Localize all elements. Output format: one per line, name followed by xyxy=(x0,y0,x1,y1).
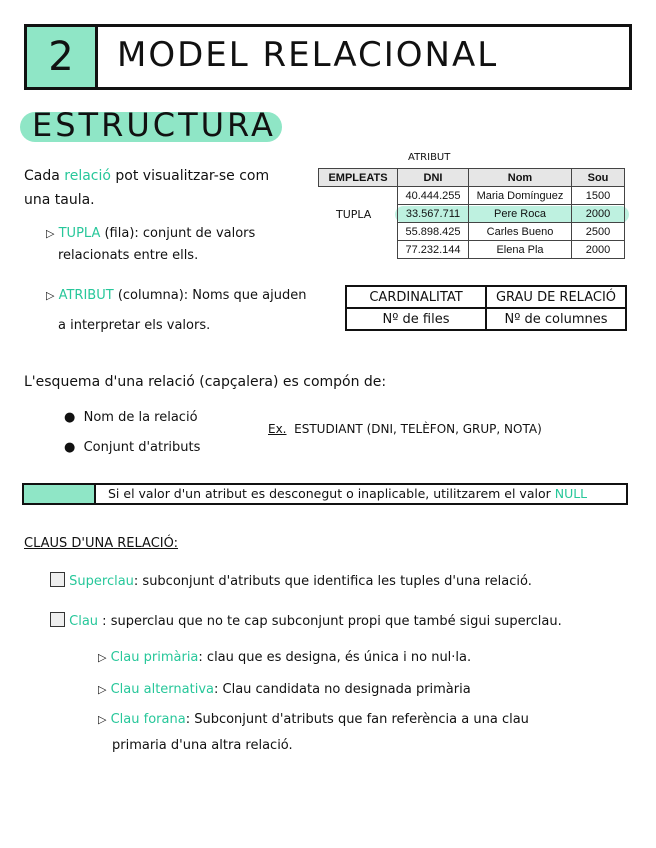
null-note xyxy=(108,486,587,501)
table-cell: Carles Bueno xyxy=(469,223,572,241)
superclau-definition xyxy=(50,572,532,589)
forana-definition xyxy=(98,712,529,727)
table-cell: Maria Domínguez xyxy=(469,187,572,205)
table-cell: 2000 xyxy=(572,241,625,259)
bullet-text: Nom de la relació xyxy=(83,410,198,425)
table-row xyxy=(319,223,625,241)
relacio-term: relació xyxy=(64,168,111,184)
table-cell: 2000 xyxy=(572,205,625,223)
atribut-text: (columna): Noms que ajuden xyxy=(113,288,307,303)
triangle-bullet-icon: ▷ xyxy=(98,683,107,696)
column-header: DNI xyxy=(398,169,469,187)
intro-line-1 xyxy=(24,168,269,184)
superclau-term: Superclau xyxy=(69,574,134,589)
employees-table xyxy=(318,168,625,259)
clau-definition xyxy=(50,612,562,629)
atribut-line-2: a interpretar els valors. xyxy=(58,318,211,333)
degree-value: Nº de columnes xyxy=(486,308,626,330)
table-row xyxy=(319,241,625,259)
bullet-dot-icon: ● xyxy=(64,440,76,455)
primaria-text: : clau que es designa, és única i no nul·la. xyxy=(198,650,472,665)
null-note-text: Si el valor d'un atribut es desconegut o inaplicable, utilitzarem el valor xyxy=(108,486,555,501)
table-row xyxy=(319,187,625,205)
primaria-term: Clau primària xyxy=(110,650,199,665)
column-header: Nom xyxy=(469,169,572,187)
null-note-accent xyxy=(24,485,96,503)
example-label: Ex. xyxy=(268,422,287,436)
intro-text: Cada xyxy=(24,168,65,184)
forana-line-2: primaria d'una altra relació. xyxy=(112,738,293,753)
table-cell: 1500 xyxy=(572,187,625,205)
null-note-box xyxy=(22,483,628,505)
null-term: NULL xyxy=(554,486,588,501)
checkbox-icon xyxy=(50,612,65,627)
table-name: EMPLEATS xyxy=(319,169,398,187)
tupla-label: TUPLA xyxy=(336,208,372,221)
triangle-bullet-icon: ▷ xyxy=(98,651,107,664)
clau-term: Clau xyxy=(69,614,99,629)
atribut-label: ATRIBUT xyxy=(408,152,451,163)
triangle-bullet-icon: ▷ xyxy=(98,713,107,726)
schema-intro: L'esquema d'una relació (capçalera) es compón de: xyxy=(24,374,387,390)
atribut-term: ATRIBUT xyxy=(58,288,114,303)
checkbox-icon xyxy=(50,572,65,587)
table-cell: 55.898.425 xyxy=(398,223,469,241)
clau-text: : superclau que no te cap subconjunt propi que també sigui superclau. xyxy=(98,614,562,629)
tupla-term: TUPLA xyxy=(58,226,101,241)
cardinality-header: CARDINALITAT xyxy=(346,286,486,308)
column-header: Sou xyxy=(572,169,625,187)
bullet-dot-icon: ● xyxy=(64,410,76,425)
cardinality-value: Nº de files xyxy=(346,308,486,330)
alternativa-text: : Clau candidata no designada primària xyxy=(214,682,471,697)
forana-text: : Subconjunt d'atributs que fan referència a una clau xyxy=(185,712,529,727)
degree-header: GRAU DE RELACIÓ xyxy=(486,286,626,308)
primaria-definition xyxy=(98,650,471,665)
cardinality-table xyxy=(345,285,627,331)
superclau-text: : subconjunt d'atributs que identifica les tuples d'una relació. xyxy=(133,574,532,589)
forana-term: Clau forana xyxy=(110,712,186,727)
tupla-definition xyxy=(46,226,255,241)
section-title: ESTRUCTURA xyxy=(32,106,276,144)
table-cell: 77.232.144 xyxy=(398,241,469,259)
table-cell: 2500 xyxy=(572,223,625,241)
alternativa-definition xyxy=(98,682,471,697)
example-text: ESTUDIANT (DNI, TELÈFON, GRUP, NOTA) xyxy=(294,422,542,436)
schema-bullet xyxy=(64,440,200,455)
triangle-bullet-icon: ▷ xyxy=(46,227,55,240)
table-row xyxy=(319,205,625,223)
tupla-line-2: relacionats entre ells. xyxy=(58,248,199,263)
claus-title: CLAUS D'UNA RELACIÓ: xyxy=(24,536,179,551)
table-cell: 33.567.711 xyxy=(398,205,469,223)
table-cell: Elena Pla xyxy=(469,241,572,259)
intro-line-2: una taula. xyxy=(24,192,95,208)
bullet-text: Conjunt d'atributs xyxy=(83,440,201,455)
table-cell: 40.444.255 xyxy=(398,187,469,205)
schema-bullet xyxy=(64,410,198,425)
schema-example xyxy=(268,422,542,436)
intro-text-2: pot visualitzar-se com xyxy=(110,168,270,184)
alternativa-term: Clau alternativa xyxy=(110,682,214,697)
tupla-text: (fila): conjunt de valors xyxy=(100,226,256,241)
chapter-number: 2 xyxy=(27,27,98,87)
atribut-definition xyxy=(46,288,306,303)
chapter-title: MODEL RELACIONAL xyxy=(117,35,499,75)
chapter-header xyxy=(24,24,632,90)
table-cell: Pere Roca xyxy=(469,205,572,223)
triangle-bullet-icon: ▷ xyxy=(46,289,55,302)
